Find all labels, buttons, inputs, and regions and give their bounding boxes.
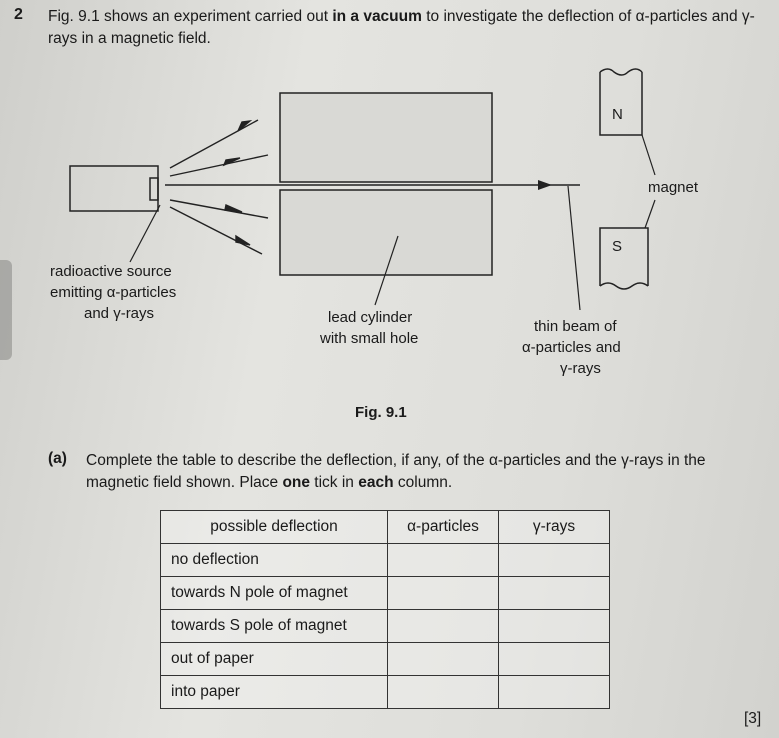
label-magnet: magnet xyxy=(648,179,699,196)
gamma-tick-cell[interactable] xyxy=(499,610,610,643)
gamma-tick-cell[interactable] xyxy=(499,676,610,709)
table-row xyxy=(161,643,610,676)
header-gamma: γ-rays xyxy=(499,511,610,544)
row-label: no deflection xyxy=(161,544,388,577)
figure-caption: Fig. 9.1 xyxy=(355,404,407,421)
part-a-text: Complete the table to describe the deflection, if any, of the α-particles and the γ-rays in the magnetic field shown. Place one tick in each column. xyxy=(86,452,706,491)
alpha-tick-cell[interactable] xyxy=(388,676,499,709)
question-stem: Fig. 9.1 shows an experiment carried out in a vacuum to investigate the deflection of α-particles and γ-rays in a magnetic field. xyxy=(48,8,755,47)
header-alpha: α-particles xyxy=(388,511,499,544)
row-label: out of paper xyxy=(161,643,388,676)
table-row xyxy=(161,544,610,577)
label-beam-line-2: α-particles and xyxy=(522,339,621,356)
alpha-tick-cell[interactable] xyxy=(388,643,499,676)
rays xyxy=(170,120,268,254)
table-row xyxy=(161,610,610,643)
lead-block-top xyxy=(280,93,492,182)
gamma-tick-cell[interactable] xyxy=(499,577,610,610)
lead-block-bottom xyxy=(280,190,492,275)
header-possible-deflection: possible deflection xyxy=(161,511,388,544)
gamma-tick-cell[interactable] xyxy=(499,544,610,577)
label-source-line-1: radioactive source xyxy=(50,263,172,280)
label-source-line-2: emitting α-particles xyxy=(50,284,177,301)
part-a-label: (a) xyxy=(48,450,67,467)
label-beam-line-1: thin beam of xyxy=(534,318,617,335)
beam-arrow xyxy=(538,180,552,190)
table-row xyxy=(161,577,610,610)
row-label: into paper xyxy=(161,676,388,709)
label-lead-line-2: with small hole xyxy=(320,330,419,347)
label-beam-line-3: γ-rays xyxy=(560,360,601,377)
marks-indicator: [3] xyxy=(744,710,762,727)
source-hole xyxy=(150,178,158,200)
deflection-table xyxy=(160,510,610,709)
row-label: towards S pole of magnet xyxy=(161,610,388,643)
row-label: towards N pole of magnet xyxy=(161,577,388,610)
label-lead-line-1: lead cylinder xyxy=(328,309,413,326)
question-number: 2 xyxy=(14,6,23,23)
magnet-south xyxy=(600,228,648,286)
alpha-tick-cell[interactable] xyxy=(388,577,499,610)
label-n-pole: N xyxy=(612,106,623,123)
table-row xyxy=(161,676,610,709)
alpha-tick-cell[interactable] xyxy=(388,544,499,577)
alpha-tick-cell[interactable] xyxy=(388,610,499,643)
source-box xyxy=(70,166,158,211)
label-s-pole: S xyxy=(612,238,623,255)
gamma-tick-cell[interactable] xyxy=(499,643,610,676)
label-source-line-3: and γ-rays xyxy=(84,305,155,322)
